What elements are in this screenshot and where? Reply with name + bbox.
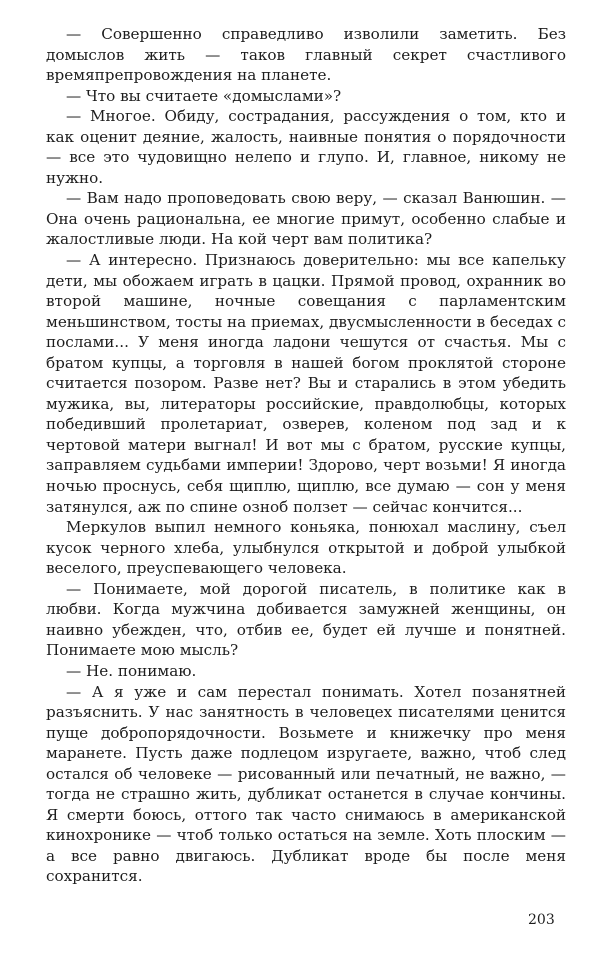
paragraph: — Вам надо проповедовать свою веру, — сказал Ванюшин. — Она очень рациональна, ее многие примут, особенно слабые и жалостливые люди. На кой черт вам политика? bbox=[46, 189, 566, 249]
paragraph: — А я уже и сам перестал понимать. Хотел позанятней разъяснить. У нас занятность в человецех писателями ценится пуще добропорядочности. Возьмете и книжечку про меня маранете. Пусть даже подлецом изругаете, важно, чтоб след остался об человеке — рисованный или печатный, не важно, — тогда не страшно жить, дубликат останется в случае кончины. Я смерти боюсь, оттого так часто снимаюсь в американской кинохронике — чтоб только остаться на земле. Хоть плоским — а все равно двигаюсь. Дубликат вроде бы после меня сохранится. bbox=[46, 682, 566, 886]
book-page-text bbox=[46, 24, 566, 887]
paragraph: — Многое. Обиду, сострадания, рассуждения о том, кто и как оценит деяние, жалость, наивные понятия о порядочности — все это чудовищно нелепо и глупо. И, главное, никому не нужно. bbox=[46, 107, 566, 187]
paragraph: Меркулов выпил немного коньяка, понюхал маслину, съел кусок черного хлеба, улыбнулся открытой и доброй улыбкой веселого, преуспевающего человека. bbox=[46, 518, 566, 578]
paragraph: — Не. понимаю. bbox=[66, 661, 197, 680]
paragraph: — Совершенно справедливо изволили заметить. Без домыслов жить — таков главный секрет счастливого времяпрепровождения на планете. bbox=[46, 25, 566, 85]
paragraph: — Понимаете, мой дорогой писатель, в политике как в любви. Когда мужчина добивается замужней женщины, он наивно убежден, что, отбив ее, будет ей лучше и понятней. Понимаете мою мысль? bbox=[46, 579, 566, 660]
paragraph: — Что вы считаете «домыслами»? bbox=[66, 86, 342, 105]
paragraph: — А интересно. Признаюсь доверительно: мы все капельку дети, мы обожаем играть в цацки. Прямой провод, охранник во второй машине, ночные совещания с парламентским меньшинством, тосты на приемах, двусмысленности в беседах с послами... У меня иногда ладони чешутся от счастья. Мы с братом купцы, а торговля в нашей богом проклятой стороне считается позором. Разве нет? Вы и старались в этом убедить мужика, вы, литераторы российские, правдолюбцы, которых победивший пролетариат, озверев, коленом под зад и к чертовой матери выгнал! И вот мы с братом, русские купцы, заправляем судьбами империи! Здорово, черт возьми! Я иногда ночью проснусь, себя щиплю, щиплю, все думаю — сон у меня затянулся, аж по спине озноб ползет — сейчас кончится... bbox=[46, 251, 566, 516]
page-number: 203 bbox=[528, 912, 555, 928]
